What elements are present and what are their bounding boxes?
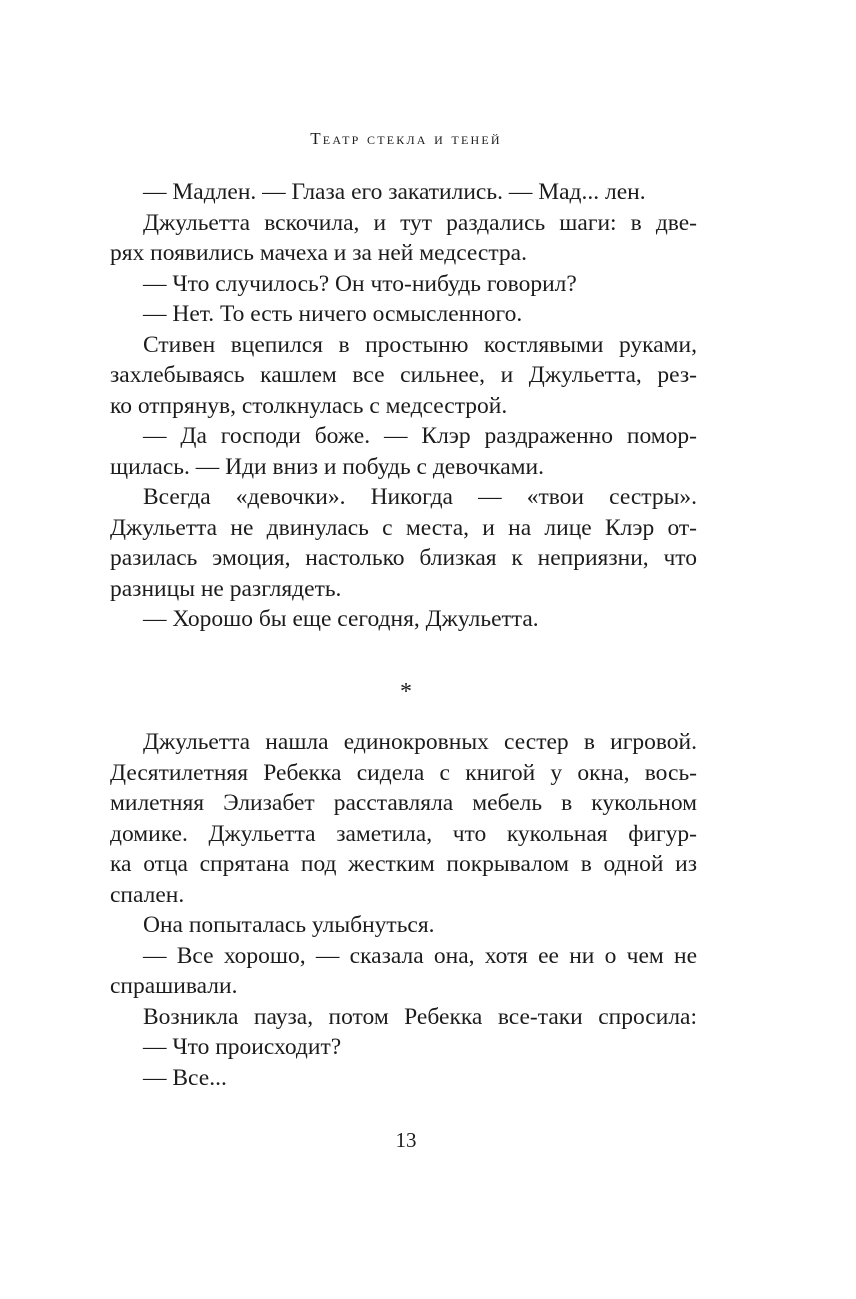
text-line: разилась эмоция, настолько близкая к неприязни, что: [110, 545, 697, 571]
text-line: спален.: [110, 881, 185, 908]
text-section-2: [110, 727, 697, 1093]
text-line: спрашивали.: [110, 973, 238, 999]
text-line: Джульетта нашла единокровных сестер в игровой.: [143, 729, 697, 755]
text-line: — Хорошо бы еще сегодня, Джульетта.: [143, 606, 539, 632]
text-line: Десятилетняя Ребекка сидела с книгой у окна, вось-: [110, 759, 697, 786]
text-line: — Все...: [143, 1064, 227, 1091]
text-line: Джульетта не двинулась с места, и на лице Клэр от-: [110, 514, 697, 541]
text-line: милетняя Элизабет расставляла мебель в кукольном: [110, 790, 697, 816]
text-line: — Что случилось? Он что-нибудь говорил?: [143, 270, 577, 297]
text-line: Она попыталась улыбнуться.: [143, 912, 435, 938]
text-line: — Да господи боже. — Клэр раздраженно помор-: [143, 423, 697, 449]
page-number: 13: [395, 1128, 417, 1152]
text-line: домике. Джульетта заметила, что кукольная фигур-: [110, 820, 697, 847]
section-separator: *: [400, 679, 412, 705]
text-line: ка отца спрятана под жестким покрывалом в одной из: [110, 851, 697, 877]
text-line: — Все хорошо, — сказала она, хотя ее ни о чем не: [143, 942, 697, 969]
text-line: ко отпрянув, столкнулась с медсестрой.: [110, 392, 508, 419]
text-line: Джульетта вскочила, и тут раздались шаги: в две-: [143, 209, 697, 236]
text-line: разницы не разглядеть.: [110, 575, 342, 602]
text-line: захлебываясь кашлем все сильнее, и Джульетта, рез-: [110, 362, 697, 388]
text-line: щилась. — Иди вниз и побудь с девочками.: [110, 453, 544, 480]
text-line: Стивен вцепился в простыню костлявыми руками,: [143, 331, 697, 358]
text-section-1: [110, 177, 697, 635]
text-line: — Что происходит?: [143, 1034, 342, 1060]
text-line: — Нет. То есть ничего осмысленного.: [143, 301, 523, 327]
text-line: Всегда «девочки». Никогда — «твои сестры».: [143, 484, 697, 510]
text-line: — Мадлен. — Глаза его закатились. — Мад... лен.: [143, 179, 646, 205]
text-line: рях появились мачеха и за ней медсестра.: [110, 240, 527, 266]
text-line: Возникла пауза, потом Ребекка все-таки спросила:: [143, 1003, 697, 1030]
running-header: Театр стекла и теней: [310, 129, 502, 148]
